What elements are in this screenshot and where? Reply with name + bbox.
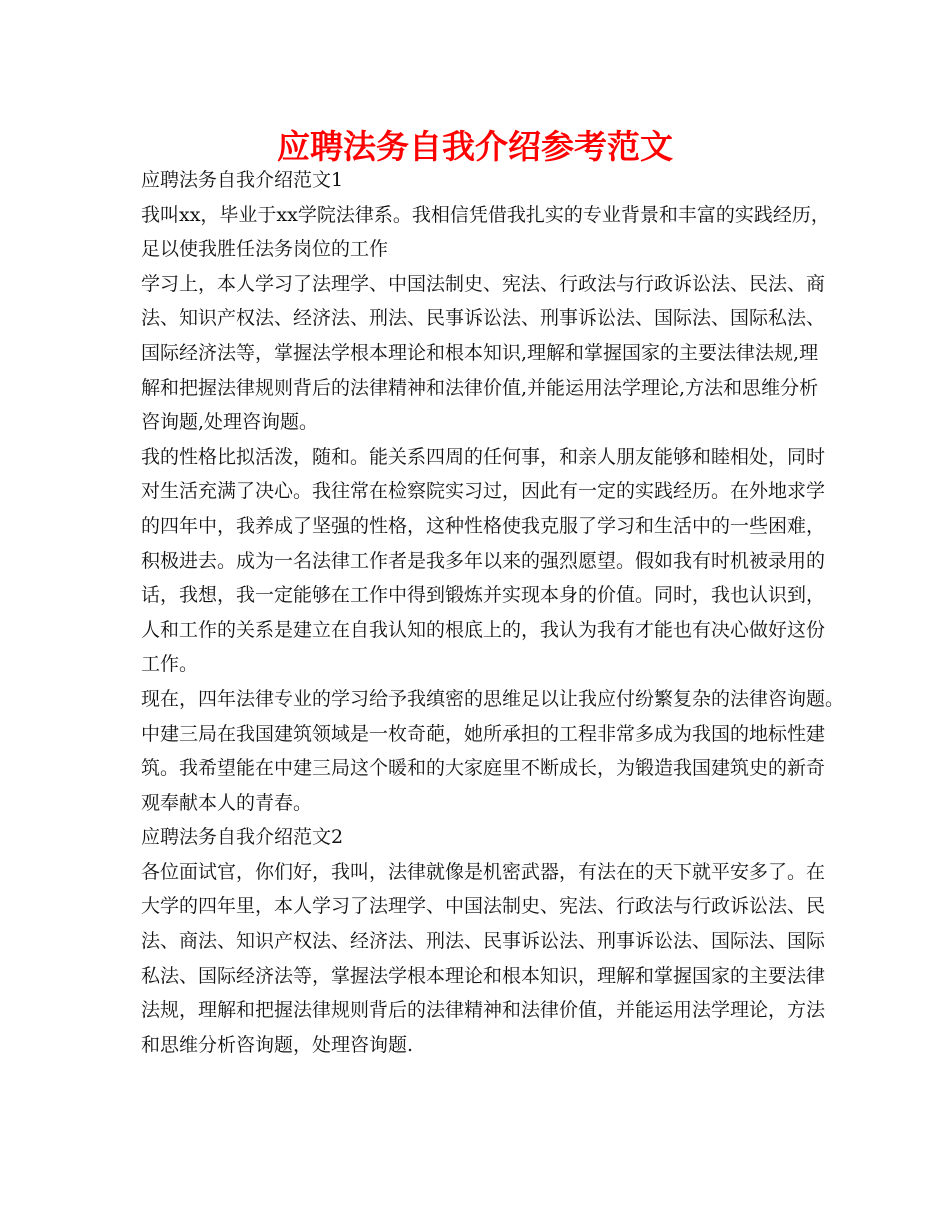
body-line: 私法、国际经济法等，掌握法学根本理论和根本知识，理解和掌握国家的主要法律 (141, 964, 826, 987)
body-line: 法规，理解和把握法律规则背后的法律精神和法律价值，并能运用法学理论，方法 (141, 999, 826, 1022)
body-line: 和思维分析咨询题，处理咨询题. (141, 1033, 414, 1056)
body-line: 我叫xx，毕业于xx学院法律系。我相信凭借我扎实的专业背景和丰富的实践经历， (141, 203, 830, 226)
body-line: 大学的四年里，本人学习了法理学、中国法制史、宪法、行政法与行政诉讼法、民 (141, 895, 826, 918)
body-line: 咨询题,处理咨询题。 (141, 411, 319, 434)
body-line: 人和工作的关系是建立在自我认知的根底上的，我认为我有才能也有决心做好这份 (141, 618, 826, 641)
body-line: 筑。我希望能在中建三局这个暖和的大家庭里不断成长，为锻造我国建筑史的新奇 (141, 757, 826, 780)
section-heading-1: 应聘法务自我介绍范文1 (141, 169, 344, 191)
body-line: 学习上，本人学习了法理学、中国法制史、宪法、行政法与行政诉讼法、民法、商 (141, 272, 826, 295)
body-line: 国际经济法等，掌握法学根本理论和根本知识,理解和掌握国家的主要法律法规,理 (141, 341, 819, 364)
body-line: 中建三局在我国建筑领域是一枚奇葩，她所承担的工程非常多成为我国的地标性建 (141, 722, 826, 745)
document-title: 应聘法务自我介绍参考范文 (277, 127, 673, 166)
body-line: 对生活充满了决心。我往常在检察院实习过，因此有一定的实践经历。在外地求学 (141, 480, 826, 503)
body-line: 现在，四年法律专业的学习给予我缜密的思维足以让我应付纷繁复杂的法律咨询题。 (141, 687, 845, 710)
body-line: 积极进去。成为一名法律工作者是我多年以来的强烈愿望。假如我有时机被录用的 (141, 549, 826, 572)
body-line: 工作。 (141, 653, 199, 676)
section-heading-2: 应聘法务自我介绍范文2 (141, 826, 344, 849)
body-line: 法、商法、知识产权法、经济法、刑法、民事诉讼法、刑事诉讼法、国际法、国际 (141, 930, 826, 953)
body-line: 法、知识产权法、经济法、刑法、民事诉讼法、刑事诉讼法、国际法、国际私法、 (141, 307, 826, 330)
document-body (141, 163, 845, 1062)
body-line: 话，我想，我一定能够在工作中得到锻炼并实现本身的价值。同时，我也认识到， (141, 584, 826, 607)
body-line: 观奉献本人的青春。 (141, 791, 313, 814)
body-line: 足以使我胜任法务岗位的工作 (141, 238, 389, 261)
body-line: 各位面试官，你们好，我叫，法律就像是机密武器，有法在的天下就平安多了。在 (141, 860, 826, 883)
body-line: 我的性格比拟活泼，随和。能关系四周的任何事，和亲人朋友能够和睦相处，同时 (141, 445, 826, 468)
body-line: 的四年中，我养成了坚强的性格，这种性格使我克服了学习和生活中的一些困难， (141, 514, 826, 537)
body-line: 解和把握法律规则背后的法律精神和法律价值,并能运用法学理论,方法和思维分析 (141, 376, 819, 399)
